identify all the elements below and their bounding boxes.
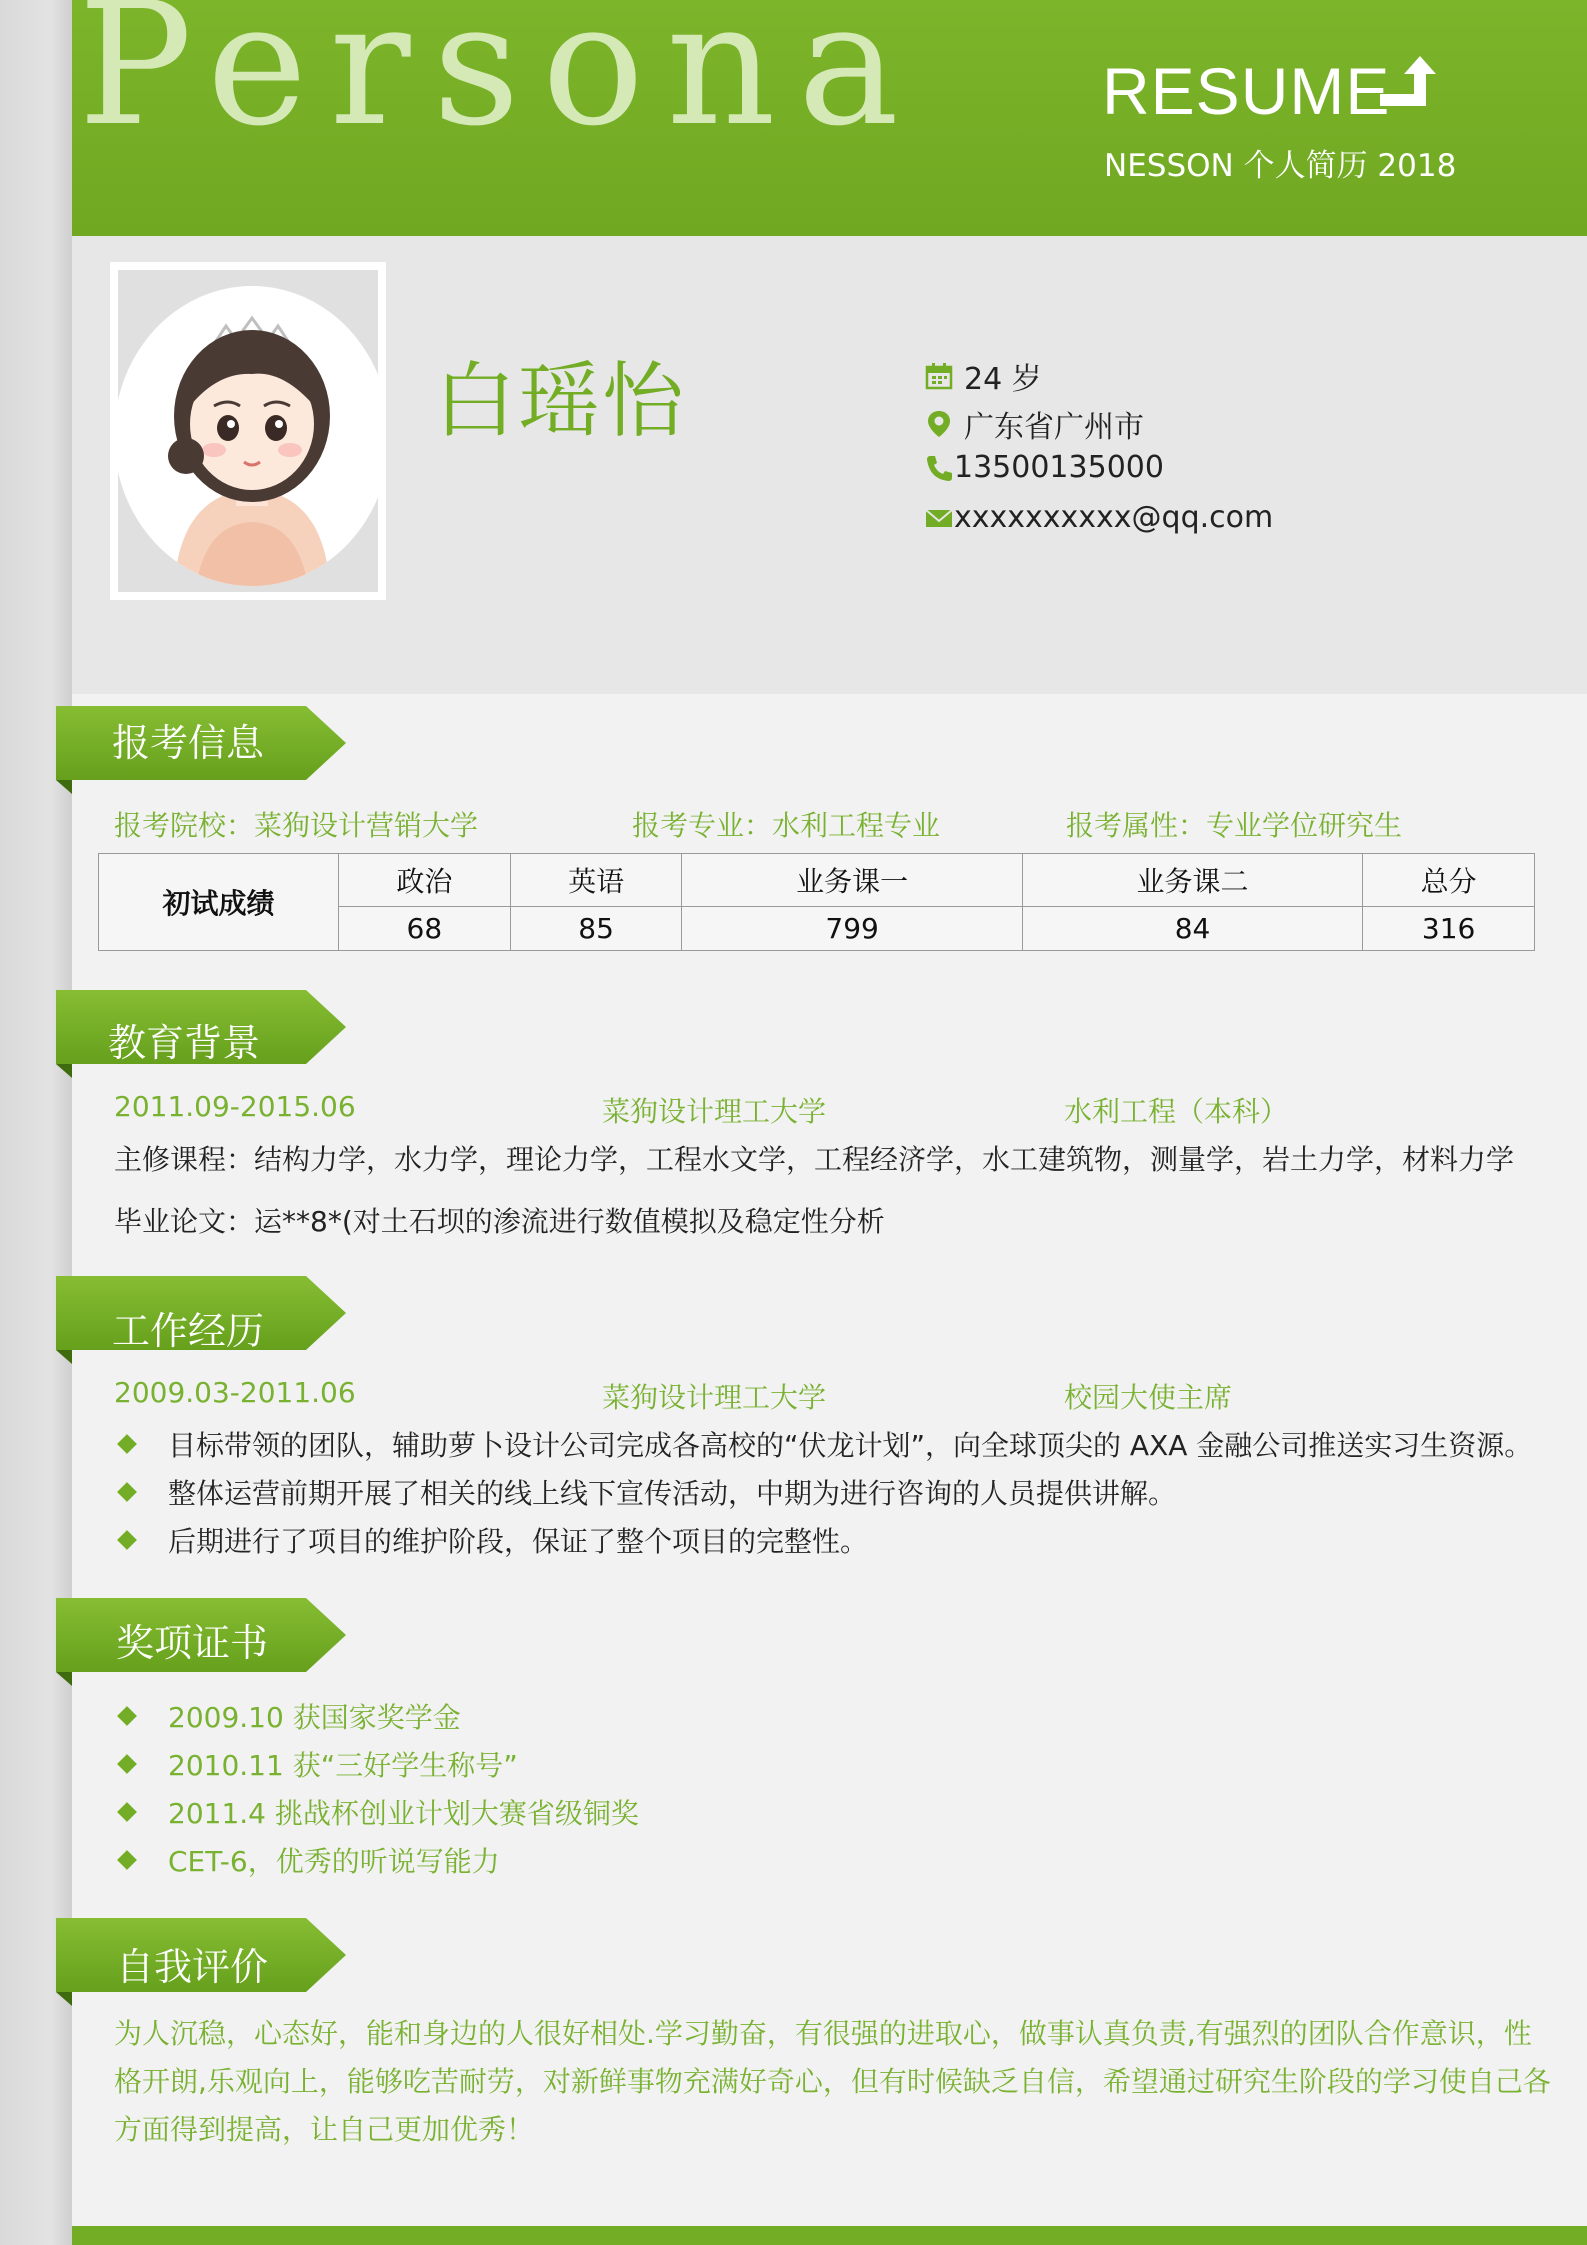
diamond-bullet-icon (117, 1802, 137, 1822)
phone-text: 13500135000 (954, 450, 1164, 485)
resume-title: RESUME (1102, 54, 1391, 128)
candidate-name: 白瑶怡 (434, 354, 687, 449)
education-major: 水利工程（本科） (1064, 1095, 1289, 1128)
score-header-cell: 业务课二 (1022, 854, 1362, 907)
phone-row (924, 450, 1164, 485)
score-value-cell: 85 (510, 907, 682, 951)
section-header-education (56, 990, 346, 1078)
avatar-frame (110, 262, 386, 600)
map-pin-icon (924, 409, 954, 439)
turn-up-arrow-icon (1374, 54, 1438, 118)
section-title: 报考信息 (112, 721, 265, 765)
diamond-bullet-icon (117, 1850, 137, 1870)
score-value-cell: 316 (1363, 907, 1535, 951)
age-text: 24 岁 (964, 362, 1042, 397)
location-row (924, 402, 1144, 446)
section-title: 工作经历 (112, 1309, 265, 1353)
list-item: CET-6，优秀的听说写能力 (116, 1840, 500, 1880)
list-item: 2011.4 挑战杯创业计划大赛省级铜奖 (116, 1792, 639, 1832)
score-header-cell: 英语 (510, 854, 682, 907)
self-evaluation-text: 为人沉稳，心态好，能和身边的人很好相处.学习勤奋，有很强的进取心，做事认真负责,有强烈的团队合作意识，性格开朗,乐观向上，能够吃苦耐劳，对新鲜事物充满好奇心，但有时候缺乏自信，希望通过研究生阶段的学习使自己各方面得到提高，让自己更加优秀！ (114, 2017, 1551, 2146)
resume-page (72, 0, 1587, 2245)
email-text: xxxxxxxxxx@qq.com (954, 500, 1274, 535)
score-value-cell: 84 (1022, 907, 1362, 951)
exam-type: 报考属性：专业学位研究生 (1066, 809, 1403, 842)
phone-icon (924, 453, 954, 483)
education-thesis: 毕业论文：运**8*(对土石坝的渗流进行数值模拟及稳定性分析 (114, 1205, 885, 1238)
diamond-bullet-icon (117, 1434, 137, 1454)
exam-school: 报考院校：菜狗设计营销大学 (114, 809, 479, 842)
section-title: 教育背景 (108, 1021, 261, 1065)
score-value-cell: 799 (682, 907, 1022, 951)
education-period: 2011.09-2015.06 (114, 1090, 356, 1123)
resume-header (72, 0, 1587, 236)
bottom-bar (72, 2226, 1587, 2245)
diamond-bullet-icon (117, 1706, 137, 1726)
section-title: 自我评价 (116, 1945, 269, 1989)
section-header-awards (56, 1598, 346, 1686)
score-row-header: 初试成绩 (99, 854, 339, 951)
score-header-cell: 政治 (339, 854, 511, 907)
list-item: 2009.10 获国家奖学金 (116, 1696, 461, 1736)
list-item: 2010.11 获“三好学生称号” (116, 1744, 518, 1784)
list-item: 整体运营前期开展了相关的线上线下宣传活动，中期为进行咨询的人员提供讲解。 (116, 1472, 1176, 1512)
education-courses: 主修课程：结构力学，水力学，理论力学，工程水文学，工程经济学，水工建筑物，测量学，岩土力学，材料力学 (114, 1143, 1515, 1176)
score-header-cell: 业务课一 (682, 854, 1022, 907)
location-text: 广东省广州市 (964, 410, 1144, 445)
score-table (98, 853, 1535, 951)
exam-major: 报考专业：水利工程专业 (632, 809, 941, 842)
education-school: 菜狗设计理工大学 (602, 1095, 827, 1128)
avatar (114, 286, 386, 586)
work-org: 菜狗设计理工大学 (602, 1381, 827, 1414)
diamond-bullet-icon (117, 1482, 137, 1502)
score-value-cell: 68 (339, 907, 511, 951)
email-row (924, 500, 1273, 535)
resume-subtitle: NESSON 个人简历 2018 (1104, 148, 1457, 184)
diamond-bullet-icon (117, 1530, 137, 1550)
list-item: 后期进行了项目的维护阶段，保证了整个项目的完整性。 (116, 1520, 868, 1560)
score-header-cell: 总分 (1363, 854, 1535, 907)
page-left-edge (0, 0, 72, 2245)
profile-section (72, 236, 1587, 694)
persona-watermark: Persona (78, 0, 922, 164)
table-row (99, 854, 1535, 907)
list-item: 目标带领的团队，辅助萝卜设计公司完成各高校的“伏龙计划”，向全球顶尖的 AXA 金融公司推送实习生资源。 (116, 1424, 1532, 1464)
calendar-icon (924, 361, 954, 391)
work-period: 2009.03-2011.06 (114, 1376, 356, 1409)
diamond-bullet-icon (117, 1754, 137, 1774)
work-role: 校园大使主席 (1064, 1381, 1233, 1414)
cartoon-girl-avatar-icon (114, 286, 386, 586)
section-header-work (56, 1276, 346, 1364)
envelope-icon (924, 503, 954, 533)
section-title: 奖项证书 (116, 1621, 269, 1665)
age-row (924, 354, 1042, 398)
section-header-self-eval (56, 1918, 346, 2006)
section-header-exam (56, 706, 346, 794)
